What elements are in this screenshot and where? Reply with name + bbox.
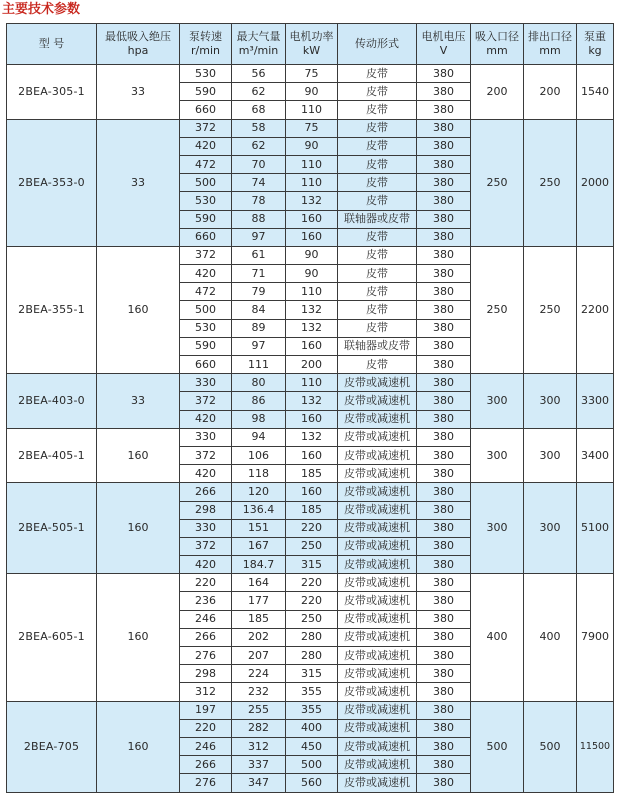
pump-speed-cell: 500 xyxy=(180,301,232,319)
drive-type-cell: 皮带 xyxy=(338,265,417,283)
max-airflow-cell: 88 xyxy=(232,210,286,228)
motor-voltage-cell: 380 xyxy=(417,228,471,246)
motor-power-cell: 132 xyxy=(286,192,338,210)
pump-speed-cell: 266 xyxy=(180,628,232,646)
table-row xyxy=(7,65,614,83)
motor-voltage-cell: 380 xyxy=(417,519,471,537)
motor-power-cell: 110 xyxy=(286,155,338,173)
drive-type-cell: 皮带或减速机 xyxy=(338,701,417,719)
min-pressure-cell: 160 xyxy=(97,246,180,373)
pump-speed-cell: 197 xyxy=(180,701,232,719)
motor-voltage-cell: 380 xyxy=(417,65,471,83)
drive-type-cell: 皮带或减速机 xyxy=(338,483,417,501)
motor-voltage-cell: 380 xyxy=(417,665,471,683)
max-airflow-cell: 255 xyxy=(232,701,286,719)
drive-type-cell: 皮带或减速机 xyxy=(338,428,417,446)
drive-type-cell: 皮带 xyxy=(338,119,417,137)
motor-power-cell: 185 xyxy=(286,465,338,483)
motor-voltage-cell: 380 xyxy=(417,537,471,555)
outlet-diameter-cell: 500 xyxy=(524,701,577,792)
max-airflow-cell: 80 xyxy=(232,374,286,392)
header-unit: m³/min xyxy=(238,44,279,57)
motor-voltage-cell: 380 xyxy=(417,101,471,119)
pump-speed-cell: 246 xyxy=(180,737,232,755)
max-airflow-cell: 84 xyxy=(232,301,286,319)
drive-type-cell: 皮带 xyxy=(338,192,417,210)
max-airflow-cell: 61 xyxy=(232,246,286,264)
motor-voltage-cell: 380 xyxy=(417,392,471,410)
max-airflow-cell: 347 xyxy=(232,774,286,792)
inlet-diameter-cell: 250 xyxy=(471,246,524,373)
table-header-row xyxy=(7,24,614,65)
drive-type-cell: 皮带或减速机 xyxy=(338,774,417,792)
header-label: 吸入口径 xyxy=(475,30,519,43)
drive-type-cell: 皮带或减速机 xyxy=(338,610,417,628)
motor-voltage-cell: 380 xyxy=(417,174,471,192)
model-cell: 2BEA-353-0 xyxy=(7,119,97,246)
pump-speed-cell: 372 xyxy=(180,246,232,264)
max-airflow-cell: 97 xyxy=(232,337,286,355)
motor-power-cell: 110 xyxy=(286,374,338,392)
max-airflow-cell: 224 xyxy=(232,665,286,683)
min-pressure-cell: 33 xyxy=(97,374,180,429)
outlet-diameter-cell: 300 xyxy=(524,483,577,574)
pump-speed-cell: 530 xyxy=(180,192,232,210)
max-airflow-cell: 68 xyxy=(232,101,286,119)
pump-weight-cell: 1540 xyxy=(577,65,614,120)
model-cell: 2BEA-403-0 xyxy=(7,374,97,429)
min-pressure-cell: 33 xyxy=(97,65,180,120)
motor-voltage-cell: 380 xyxy=(417,628,471,646)
motor-power-cell: 220 xyxy=(286,574,338,592)
motor-power-cell: 220 xyxy=(286,592,338,610)
table-row xyxy=(7,246,614,264)
motor-power-cell: 90 xyxy=(286,83,338,101)
header-unit: mm xyxy=(486,44,508,57)
pump-weight-cell: 3400 xyxy=(577,428,614,483)
motor-power-cell: 160 xyxy=(286,410,338,428)
pump-speed-cell: 330 xyxy=(180,519,232,537)
pump-speed-cell: 420 xyxy=(180,265,232,283)
header-label: 最低吸入绝压 xyxy=(105,30,171,43)
pump-weight-cell: 5100 xyxy=(577,483,614,574)
pump-speed-cell: 420 xyxy=(180,410,232,428)
pump-weight-cell: 3300 xyxy=(577,374,614,429)
header-unit: V xyxy=(439,44,448,57)
max-airflow-cell: 282 xyxy=(232,719,286,737)
outlet-diameter-cell: 250 xyxy=(524,119,577,246)
drive-type-cell: 皮带或减速机 xyxy=(338,719,417,737)
header-label: 泵重 xyxy=(584,30,606,43)
drive-type-cell: 皮带或减速机 xyxy=(338,665,417,683)
drive-type-cell: 皮带或减速机 xyxy=(338,592,417,610)
drive-type-cell: 皮带 xyxy=(338,83,417,101)
motor-voltage-cell: 380 xyxy=(417,501,471,519)
pump-speed-cell: 372 xyxy=(180,392,232,410)
outlet-diameter-cell: 200 xyxy=(524,65,577,120)
max-airflow-cell: 167 xyxy=(232,537,286,555)
motor-power-cell: 90 xyxy=(286,265,338,283)
pump-speed-cell: 530 xyxy=(180,65,232,83)
max-airflow-cell: 98 xyxy=(232,410,286,428)
pump-speed-cell: 660 xyxy=(180,101,232,119)
pump-speed-cell: 420 xyxy=(180,137,232,155)
header-label: 排出口径 xyxy=(528,30,572,43)
motor-voltage-cell: 380 xyxy=(417,137,471,155)
header-label: 型 号 xyxy=(38,37,65,50)
motor-power-cell: 160 xyxy=(286,228,338,246)
pump-speed-cell: 266 xyxy=(180,756,232,774)
inlet-diameter-cell: 300 xyxy=(471,483,524,574)
table-row xyxy=(7,119,614,137)
pump-speed-cell: 312 xyxy=(180,683,232,701)
pump-speed-cell: 276 xyxy=(180,774,232,792)
pump-speed-cell: 330 xyxy=(180,428,232,446)
drive-type-cell: 皮带或减速机 xyxy=(338,683,417,701)
pump-weight-cell: 11500 xyxy=(577,701,614,792)
max-airflow-cell: 79 xyxy=(232,283,286,301)
motor-voltage-cell: 380 xyxy=(417,483,471,501)
header-label: 电机电压 xyxy=(421,30,466,43)
max-airflow-cell: 86 xyxy=(232,392,286,410)
motor-power-cell: 280 xyxy=(286,628,338,646)
min-pressure-cell: 160 xyxy=(97,428,180,483)
motor-power-cell: 160 xyxy=(286,446,338,464)
drive-type-cell: 皮带 xyxy=(338,65,417,83)
header-label: 最大气量 xyxy=(236,30,281,43)
pump-speed-cell: 276 xyxy=(180,647,232,665)
motor-power-cell: 132 xyxy=(286,301,338,319)
motor-power-cell: 75 xyxy=(286,119,338,137)
model-cell: 2BEA-305-1 xyxy=(7,65,97,120)
motor-power-cell: 280 xyxy=(286,647,338,665)
pump-speed-cell: 472 xyxy=(180,155,232,173)
motor-voltage-cell: 380 xyxy=(417,337,471,355)
drive-type-cell: 皮带或减速机 xyxy=(338,628,417,646)
motor-power-cell: 160 xyxy=(286,483,338,501)
motor-power-cell: 355 xyxy=(286,701,338,719)
inlet-diameter-cell: 200 xyxy=(471,65,524,120)
drive-type-cell: 皮带 xyxy=(338,246,417,264)
pump-speed-cell: 500 xyxy=(180,174,232,192)
motor-voltage-cell: 380 xyxy=(417,647,471,665)
col-pump-weight-header xyxy=(577,24,614,65)
max-airflow-cell: 164 xyxy=(232,574,286,592)
motor-voltage-cell: 380 xyxy=(417,719,471,737)
max-airflow-cell: 89 xyxy=(232,319,286,337)
model-cell: 2BEA-355-1 xyxy=(7,246,97,373)
drive-type-cell: 皮带或减速机 xyxy=(338,501,417,519)
pump-speed-cell: 472 xyxy=(180,283,232,301)
inlet-diameter-cell: 300 xyxy=(471,374,524,429)
max-airflow-cell: 232 xyxy=(232,683,286,701)
drive-type-cell: 联轴器或皮带 xyxy=(338,210,417,228)
pump-speed-cell: 372 xyxy=(180,119,232,137)
pump-weight-cell: 2200 xyxy=(577,246,614,373)
table-body xyxy=(7,65,614,793)
motor-voltage-cell: 380 xyxy=(417,701,471,719)
motor-voltage-cell: 380 xyxy=(417,210,471,228)
motor-power-cell: 160 xyxy=(286,337,338,355)
drive-type-cell: 皮带或减速机 xyxy=(338,737,417,755)
max-airflow-cell: 118 xyxy=(232,465,286,483)
max-airflow-cell: 151 xyxy=(232,519,286,537)
outlet-diameter-cell: 400 xyxy=(524,574,577,701)
drive-type-cell: 皮带或减速机 xyxy=(338,374,417,392)
header-unit: kW xyxy=(302,44,321,57)
max-airflow-cell: 62 xyxy=(232,137,286,155)
drive-type-cell: 皮带或减速机 xyxy=(338,574,417,592)
inlet-diameter-cell: 300 xyxy=(471,428,524,483)
max-airflow-cell: 337 xyxy=(232,756,286,774)
inlet-diameter-cell: 500 xyxy=(471,701,524,792)
motor-voltage-cell: 380 xyxy=(417,356,471,374)
pump-speed-cell: 590 xyxy=(180,83,232,101)
motor-power-cell: 132 xyxy=(286,319,338,337)
motor-voltage-cell: 380 xyxy=(417,592,471,610)
header-unit: mm xyxy=(539,44,561,57)
pump-speed-cell: 420 xyxy=(180,465,232,483)
drive-type-cell: 皮带或减速机 xyxy=(338,537,417,555)
motor-power-cell: 185 xyxy=(286,501,338,519)
pump-weight-cell: 7900 xyxy=(577,574,614,701)
pump-speed-cell: 372 xyxy=(180,537,232,555)
outlet-diameter-cell: 300 xyxy=(524,428,577,483)
header-label: 电机功率 xyxy=(289,30,334,43)
inlet-diameter-cell: 400 xyxy=(471,574,524,701)
motor-voltage-cell: 380 xyxy=(417,301,471,319)
drive-type-cell: 皮带或减速机 xyxy=(338,556,417,574)
drive-type-cell: 皮带或减速机 xyxy=(338,410,417,428)
drive-type-cell: 皮带 xyxy=(338,301,417,319)
max-airflow-cell: 184.7 xyxy=(232,556,286,574)
motor-voltage-cell: 380 xyxy=(417,737,471,755)
col-inlet-diameter-header xyxy=(471,24,524,65)
motor-power-cell: 315 xyxy=(286,665,338,683)
pump-speed-cell: 530 xyxy=(180,319,232,337)
outlet-diameter-cell: 300 xyxy=(524,374,577,429)
motor-power-cell: 560 xyxy=(286,774,338,792)
pump-speed-cell: 372 xyxy=(180,446,232,464)
spec-table xyxy=(6,23,614,793)
table-row xyxy=(7,483,614,501)
max-airflow-cell: 58 xyxy=(232,119,286,137)
table-row xyxy=(7,428,614,446)
motor-voltage-cell: 380 xyxy=(417,410,471,428)
motor-power-cell: 450 xyxy=(286,737,338,755)
table-row xyxy=(7,374,614,392)
max-airflow-cell: 106 xyxy=(232,446,286,464)
drive-type-cell: 皮带或减速机 xyxy=(338,519,417,537)
max-airflow-cell: 56 xyxy=(232,65,286,83)
motor-voltage-cell: 380 xyxy=(417,428,471,446)
max-airflow-cell: 136.4 xyxy=(232,501,286,519)
motor-power-cell: 220 xyxy=(286,519,338,537)
pump-speed-cell: 220 xyxy=(180,719,232,737)
max-airflow-cell: 111 xyxy=(232,356,286,374)
pump-speed-cell: 590 xyxy=(180,337,232,355)
motor-voltage-cell: 380 xyxy=(417,265,471,283)
max-airflow-cell: 78 xyxy=(232,192,286,210)
drive-type-cell: 皮带 xyxy=(338,155,417,173)
motor-power-cell: 250 xyxy=(286,610,338,628)
pump-speed-cell: 298 xyxy=(180,665,232,683)
motor-voltage-cell: 380 xyxy=(417,683,471,701)
pump-speed-cell: 266 xyxy=(180,483,232,501)
model-cell: 2BEA-605-1 xyxy=(7,574,97,701)
page-title: 主要技术参数 xyxy=(2,2,81,17)
min-pressure-cell: 160 xyxy=(97,701,180,792)
pump-speed-cell: 660 xyxy=(180,228,232,246)
pump-speed-cell: 220 xyxy=(180,574,232,592)
motor-voltage-cell: 380 xyxy=(417,119,471,137)
drive-type-cell: 皮带 xyxy=(338,283,417,301)
motor-power-cell: 200 xyxy=(286,356,338,374)
max-airflow-cell: 97 xyxy=(232,228,286,246)
header-label: 泵转速 xyxy=(189,30,222,43)
header-unit: r/min xyxy=(191,44,220,57)
drive-type-cell: 皮带 xyxy=(338,174,417,192)
col-motor-voltage-header xyxy=(417,24,471,65)
motor-power-cell: 90 xyxy=(286,246,338,264)
drive-type-cell: 皮带或减速机 xyxy=(338,756,417,774)
motor-power-cell: 110 xyxy=(286,174,338,192)
motor-power-cell: 315 xyxy=(286,556,338,574)
header-label: 传动形式 xyxy=(355,37,399,50)
pump-speed-cell: 420 xyxy=(180,556,232,574)
col-min-pressure-header xyxy=(97,24,180,65)
motor-voltage-cell: 380 xyxy=(417,446,471,464)
motor-voltage-cell: 380 xyxy=(417,556,471,574)
col-outlet-diameter-header xyxy=(524,24,577,65)
motor-power-cell: 90 xyxy=(286,137,338,155)
pump-weight-cell: 2000 xyxy=(577,119,614,246)
max-airflow-cell: 62 xyxy=(232,83,286,101)
col-max-airflow-header xyxy=(232,24,286,65)
max-airflow-cell: 120 xyxy=(232,483,286,501)
motor-voltage-cell: 380 xyxy=(417,610,471,628)
inlet-diameter-cell: 250 xyxy=(471,119,524,246)
model-cell: 2BEA-405-1 xyxy=(7,428,97,483)
table-row xyxy=(7,574,614,592)
outlet-diameter-cell: 250 xyxy=(524,246,577,373)
motor-power-cell: 500 xyxy=(286,756,338,774)
col-drive-type-header xyxy=(338,24,417,65)
motor-voltage-cell: 380 xyxy=(417,465,471,483)
drive-type-cell: 皮带 xyxy=(338,137,417,155)
table-row xyxy=(7,701,614,719)
pump-speed-cell: 236 xyxy=(180,592,232,610)
motor-power-cell: 110 xyxy=(286,283,338,301)
motor-voltage-cell: 380 xyxy=(417,246,471,264)
motor-voltage-cell: 380 xyxy=(417,319,471,337)
min-pressure-cell: 160 xyxy=(97,483,180,574)
pump-speed-cell: 246 xyxy=(180,610,232,628)
header-unit: hpa xyxy=(127,44,149,57)
drive-type-cell: 皮带 xyxy=(338,101,417,119)
model-cell: 2BEA-505-1 xyxy=(7,483,97,574)
drive-type-cell: 皮带 xyxy=(338,356,417,374)
motor-power-cell: 110 xyxy=(286,101,338,119)
motor-voltage-cell: 380 xyxy=(417,155,471,173)
max-airflow-cell: 70 xyxy=(232,155,286,173)
drive-type-cell: 皮带 xyxy=(338,228,417,246)
motor-power-cell: 75 xyxy=(286,65,338,83)
max-airflow-cell: 177 xyxy=(232,592,286,610)
motor-power-cell: 132 xyxy=(286,428,338,446)
motor-voltage-cell: 380 xyxy=(417,774,471,792)
motor-power-cell: 355 xyxy=(286,683,338,701)
max-airflow-cell: 202 xyxy=(232,628,286,646)
motor-voltage-cell: 380 xyxy=(417,374,471,392)
motor-voltage-cell: 380 xyxy=(417,83,471,101)
col-pump-speed-header xyxy=(180,24,232,65)
max-airflow-cell: 74 xyxy=(232,174,286,192)
header-unit: kg xyxy=(588,44,602,57)
min-pressure-cell: 160 xyxy=(97,574,180,701)
max-airflow-cell: 71 xyxy=(232,265,286,283)
motor-power-cell: 132 xyxy=(286,392,338,410)
motor-voltage-cell: 380 xyxy=(417,283,471,301)
drive-type-cell: 皮带或减速机 xyxy=(338,392,417,410)
col-motor-power-header xyxy=(286,24,338,65)
motor-voltage-cell: 380 xyxy=(417,574,471,592)
col-model-header xyxy=(7,24,97,65)
model-cell: 2BEA-705 xyxy=(7,701,97,792)
drive-type-cell: 皮带或减速机 xyxy=(338,465,417,483)
max-airflow-cell: 312 xyxy=(232,737,286,755)
pump-speed-cell: 298 xyxy=(180,501,232,519)
min-pressure-cell: 33 xyxy=(97,119,180,246)
drive-type-cell: 联轴器或皮带 xyxy=(338,337,417,355)
motor-voltage-cell: 380 xyxy=(417,192,471,210)
pump-speed-cell: 660 xyxy=(180,356,232,374)
max-airflow-cell: 185 xyxy=(232,610,286,628)
max-airflow-cell: 207 xyxy=(232,647,286,665)
drive-type-cell: 皮带或减速机 xyxy=(338,446,417,464)
motor-power-cell: 250 xyxy=(286,537,338,555)
max-airflow-cell: 94 xyxy=(232,428,286,446)
pump-speed-cell: 590 xyxy=(180,210,232,228)
drive-type-cell: 皮带或减速机 xyxy=(338,647,417,665)
drive-type-cell: 皮带 xyxy=(338,319,417,337)
pump-speed-cell: 330 xyxy=(180,374,232,392)
motor-power-cell: 400 xyxy=(286,719,338,737)
motor-power-cell: 160 xyxy=(286,210,338,228)
motor-voltage-cell: 380 xyxy=(417,756,471,774)
